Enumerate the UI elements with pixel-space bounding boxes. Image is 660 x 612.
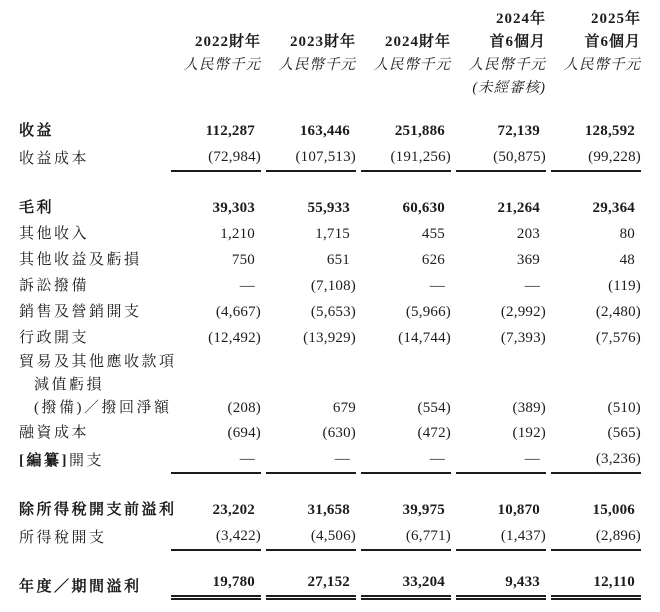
header-spacer [361, 77, 451, 100]
value-cell [266, 351, 356, 374]
value-cell: 39,975 [402, 502, 445, 518]
column-header-year [171, 8, 261, 31]
value-cell: (2,896) [551, 523, 641, 551]
row-label: 收益 [19, 123, 55, 139]
value-cell: (3,236) [551, 446, 641, 474]
value-cell: 29,364 [592, 200, 635, 216]
header-row-periods [19, 31, 641, 54]
column-header-unit: 人民幣千元 [183, 57, 261, 73]
value-cell: 251,886 [394, 123, 445, 139]
row-litigation-provision [19, 273, 641, 299]
value-cell: (7,393) [500, 330, 546, 346]
header-spacer [171, 77, 261, 100]
row-label: 訴訟撥備 [19, 278, 90, 294]
spacer-row [19, 172, 641, 195]
value-cell: (7,576) [595, 330, 641, 346]
value-cell: 455 [421, 226, 445, 242]
row-label-text: 開支 [69, 453, 105, 469]
value-cell [551, 374, 641, 397]
row-other-income [19, 221, 641, 247]
value-cell: — [429, 278, 445, 294]
row-label: 銷售及營銷開支 [19, 304, 142, 320]
value-cell: (2,480) [595, 304, 641, 320]
row-label: 融資成本 [19, 425, 90, 441]
column-header-unit: 人民幣千元 [468, 57, 546, 73]
row-trade-receivables-impairment-line1 [19, 351, 641, 374]
row-listing-expenses [19, 446, 641, 474]
value-cell: (12,492) [208, 330, 261, 346]
value-cell: 128,592 [584, 123, 635, 139]
value-cell: (4,667) [215, 304, 261, 320]
value-cell: — [456, 446, 546, 474]
value-cell: 15,006 [592, 502, 635, 518]
value-cell: 163,446 [299, 123, 350, 139]
row-cost-of-revenue [19, 144, 641, 172]
row-label: 收益成本 [19, 151, 90, 167]
value-cell [361, 374, 451, 397]
value-cell: (6,771) [361, 523, 451, 551]
value-cell: (7,108) [310, 278, 356, 294]
value-cell: 1,210 [220, 226, 255, 242]
value-cell: 19,780 [171, 569, 261, 600]
value-cell [456, 374, 546, 397]
value-cell: 112,287 [205, 123, 255, 139]
value-cell: 23,202 [212, 502, 255, 518]
value-cell: 9,433 [456, 569, 546, 600]
value-cell: 626 [421, 252, 445, 268]
row-finance-costs [19, 420, 641, 446]
header-spacer [266, 77, 356, 100]
header-spacer [19, 54, 166, 77]
value-cell: 72,139 [497, 123, 540, 139]
value-cell [456, 351, 546, 374]
value-cell: (5,966) [405, 304, 451, 320]
header-row-units [19, 54, 641, 77]
header-spacer [19, 8, 166, 31]
value-cell: 55,933 [307, 200, 350, 216]
value-cell: 80 [619, 226, 635, 242]
header-spacer [19, 31, 166, 54]
value-cell: (72,984) [171, 144, 261, 172]
value-cell [171, 374, 261, 397]
column-header-year [266, 8, 356, 31]
value-cell: — [524, 278, 540, 294]
value-cell [171, 351, 261, 374]
column-header-year: 2025年 [590, 11, 641, 27]
value-cell: 33,204 [361, 569, 451, 600]
value-cell: — [239, 278, 255, 294]
header-row-note [19, 77, 641, 100]
row-label: 其他收益及虧損 [19, 252, 142, 268]
value-cell: (510) [607, 400, 641, 416]
value-cell: 31,658 [307, 502, 350, 518]
row-label: 所得稅開支 [19, 530, 107, 546]
value-cell: (694) [227, 425, 261, 441]
value-cell: (208) [227, 400, 261, 416]
value-cell: (5,653) [310, 304, 356, 320]
spacer-row [19, 100, 641, 118]
value-cell: (630) [322, 425, 356, 441]
value-cell: 203 [516, 226, 540, 242]
column-header-period: 首6個月 [489, 34, 546, 50]
column-header-year [361, 8, 451, 31]
value-cell: 10,870 [497, 502, 540, 518]
spacer-row [19, 551, 641, 569]
value-cell: (50,875) [456, 144, 546, 172]
value-cell: — [266, 446, 356, 474]
spacer-row [19, 474, 641, 497]
column-header-unit: 人民幣千元 [563, 57, 641, 73]
row-label [19, 446, 166, 474]
row-label: 除所得稅開支前溢利 [19, 502, 177, 518]
value-cell: (119) [608, 278, 641, 294]
value-cell: 21,264 [497, 200, 540, 216]
value-cell: 369 [516, 252, 540, 268]
row-label: 年度／期間溢利 [19, 579, 142, 595]
row-trade-receivables-impairment-line2 [19, 374, 641, 397]
value-cell: 679 [332, 400, 356, 416]
row-profit-before-tax [19, 497, 641, 523]
row-label: 其他收入 [19, 226, 90, 242]
row-income-tax-expense [19, 523, 641, 551]
value-cell: (191,256) [361, 144, 451, 172]
column-header-period: 2022財年 [194, 34, 261, 50]
value-cell: (192) [512, 425, 546, 441]
row-label: 貿易及其他應收款項 [19, 354, 177, 370]
value-cell: (4,506) [266, 523, 356, 551]
value-cell: (2,992) [500, 304, 546, 320]
column-header-period: 2023財年 [289, 34, 356, 50]
value-cell: — [171, 446, 261, 474]
row-label: 行政開支 [19, 330, 90, 346]
value-cell: (14,744) [398, 330, 451, 346]
column-header-unit: 人民幣千元 [373, 57, 451, 73]
redacted-tag: [編纂] [19, 453, 69, 469]
value-cell: (13,929) [303, 330, 356, 346]
value-cell: — [361, 446, 451, 474]
value-cell: (472) [417, 425, 451, 441]
column-header-period: 首6個月 [584, 34, 641, 50]
row-profit-for-the-year [19, 569, 641, 600]
value-cell: 750 [231, 252, 255, 268]
value-cell: (3,422) [171, 523, 261, 551]
row-other-gains-losses [19, 247, 641, 273]
header-spacer [19, 77, 166, 100]
value-cell: 12,110 [551, 569, 641, 600]
header-spacer [551, 77, 641, 100]
value-cell: (554) [417, 400, 451, 416]
row-gross-profit [19, 195, 641, 221]
column-header-period: 2024財年 [384, 34, 451, 50]
row-selling-marketing-expenses [19, 299, 641, 325]
value-cell: (99,228) [551, 144, 641, 172]
header-row-years [19, 8, 641, 31]
column-header-unit: 人民幣千元 [278, 57, 356, 73]
value-cell: (565) [607, 425, 641, 441]
value-cell: (107,513) [266, 144, 356, 172]
value-cell: 27,152 [266, 569, 356, 600]
row-label: (撥備)／撥回淨額 [34, 400, 172, 416]
value-cell: (1,437) [456, 523, 546, 551]
value-cell: 651 [326, 252, 350, 268]
value-cell [361, 351, 451, 374]
row-label: 毛利 [19, 200, 55, 216]
value-cell [266, 374, 356, 397]
value-cell: (389) [512, 400, 546, 416]
value-cell: 48 [619, 252, 635, 268]
column-header-year: 2024年 [495, 11, 546, 27]
unaudited-note: (未經審核) [472, 80, 546, 96]
value-cell: 39,303 [212, 200, 255, 216]
value-cell [551, 351, 641, 374]
income-statement-table [14, 8, 646, 600]
value-cell: 1,715 [315, 226, 350, 242]
row-trade-receivables-impairment-line3 [19, 397, 641, 420]
row-revenue [19, 118, 641, 144]
value-cell: 60,630 [402, 200, 445, 216]
row-administrative-expenses [19, 325, 641, 351]
row-label: 減值虧損 [34, 377, 105, 393]
